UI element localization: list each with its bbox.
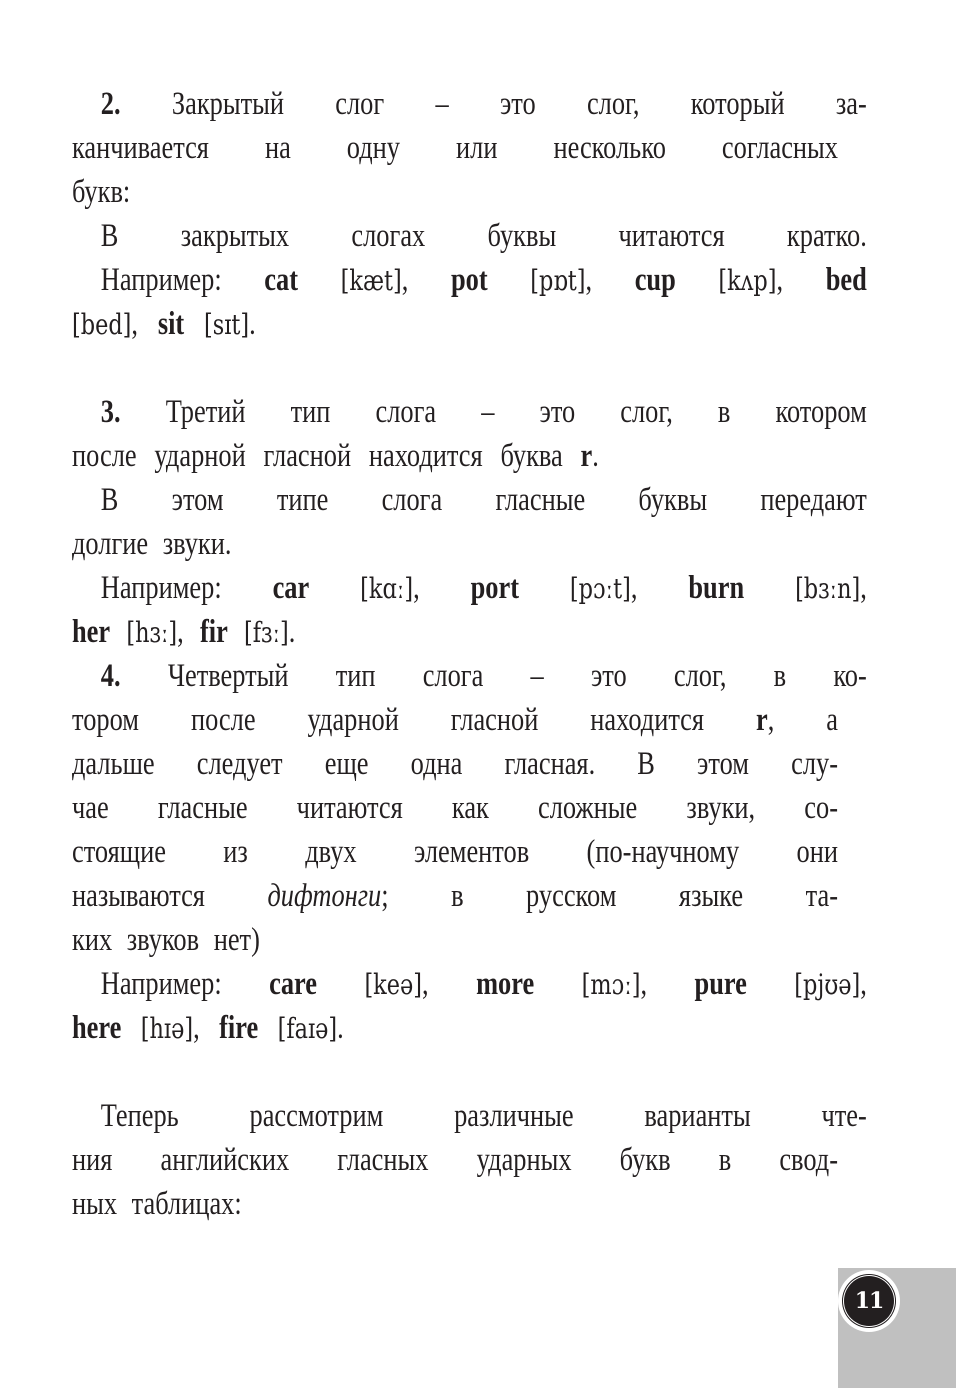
section2-line-3 bbox=[72, 170, 838, 214]
text: , а bbox=[767, 702, 838, 738]
section4-line-7 bbox=[72, 918, 838, 962]
section4-line-6 bbox=[72, 874, 838, 918]
section2-examples-line-2 bbox=[72, 302, 838, 346]
ipa: [hɜː] bbox=[126, 616, 178, 649]
comma: , bbox=[860, 570, 867, 606]
text: ных таблицах: bbox=[72, 1186, 242, 1222]
ipa: [pɒt] bbox=[530, 264, 586, 297]
letter-r: r bbox=[756, 702, 768, 738]
sx bbox=[72, 390, 867, 434]
ipa: [hɪə] bbox=[140, 1012, 194, 1045]
ipa: [pjʊə] bbox=[794, 968, 861, 1001]
example-word: fire bbox=[219, 1010, 259, 1046]
sx bbox=[72, 742, 838, 786]
closing-line-1 bbox=[72, 1094, 867, 1138]
section2-line-2 bbox=[72, 126, 838, 170]
text: канчивается на одну или несколько согласных bbox=[72, 130, 838, 166]
sx bbox=[72, 258, 867, 303]
comma: , bbox=[776, 262, 784, 298]
text: тором после ударной гласной находится bbox=[72, 702, 705, 738]
comma: , bbox=[640, 966, 648, 1002]
sx bbox=[72, 610, 295, 655]
sx bbox=[72, 1094, 867, 1138]
sx bbox=[72, 566, 867, 611]
section3-examples-line-2 bbox=[72, 610, 838, 654]
ipa: [bed] bbox=[72, 308, 132, 341]
sx bbox=[72, 654, 867, 698]
section2-examples-line-1 bbox=[72, 258, 867, 302]
sx bbox=[72, 478, 867, 522]
example-label: Например: bbox=[100, 570, 222, 606]
period: . bbox=[337, 1010, 344, 1046]
text: букв: bbox=[72, 174, 131, 210]
text: Четвертый тип слога – это слог, в ко- bbox=[167, 658, 867, 694]
example-word: her bbox=[72, 614, 111, 650]
sx bbox=[72, 1182, 242, 1226]
text: долгие звуки. bbox=[72, 526, 232, 562]
text: Теперь рассмотрим различные варианты чте- bbox=[100, 1098, 867, 1134]
sx bbox=[72, 698, 838, 742]
sx bbox=[72, 874, 838, 918]
example-word: care bbox=[269, 966, 317, 1002]
text: В закрытых слогах буквы читаются кратко. bbox=[100, 218, 867, 254]
sx bbox=[72, 962, 867, 1007]
letter-r: r bbox=[580, 438, 593, 474]
section3-line-2 bbox=[72, 434, 838, 478]
example-word: burn bbox=[688, 570, 745, 606]
text: дальше следует еще одна гласная. В этом слу- bbox=[72, 746, 838, 782]
ipa: [kɑː] bbox=[360, 572, 414, 605]
ipa: [pɔːt] bbox=[569, 572, 631, 605]
text: чае гласные читаются как сложные звуки, со- bbox=[72, 790, 838, 826]
period: . bbox=[288, 614, 296, 650]
comma: , bbox=[131, 306, 139, 342]
example-word: car bbox=[272, 570, 310, 606]
ipa: [faɪə] bbox=[277, 1012, 338, 1045]
section3-line-1 bbox=[72, 390, 867, 434]
sx bbox=[72, 1138, 838, 1182]
sx bbox=[72, 434, 599, 478]
comma: , bbox=[422, 966, 429, 1002]
sx bbox=[72, 830, 838, 874]
text: ких звуков нет) bbox=[72, 922, 260, 958]
text: ния английских гласных ударных букв в свод- bbox=[72, 1142, 838, 1178]
comma: , bbox=[860, 966, 867, 1002]
period: . bbox=[249, 306, 256, 342]
section4-line-4 bbox=[72, 786, 838, 830]
section-number: 2. bbox=[100, 86, 121, 122]
section4-line-5 bbox=[72, 830, 838, 874]
example-word: pure bbox=[694, 966, 747, 1002]
example-word: more bbox=[476, 966, 535, 1002]
section4-line-3 bbox=[72, 742, 838, 786]
example-word: fir bbox=[199, 614, 228, 650]
closing-line-2 bbox=[72, 1138, 838, 1182]
sx bbox=[72, 522, 231, 566]
ipa: [kæt] bbox=[340, 264, 402, 297]
sx bbox=[72, 918, 260, 962]
section4-line-2 bbox=[72, 698, 838, 742]
ipa: [mɔː] bbox=[581, 968, 641, 1001]
example-word: sit bbox=[157, 306, 185, 342]
section3-line-3 bbox=[72, 478, 867, 522]
comma: , bbox=[193, 1010, 200, 1046]
ipa: [keə] bbox=[364, 968, 423, 1001]
example-word: cat bbox=[264, 262, 298, 298]
sx bbox=[72, 302, 256, 347]
example-word: here bbox=[72, 1010, 122, 1046]
text: В этом типе слога гласные буквы передают bbox=[100, 482, 867, 518]
text: Третий тип слога – это слог, в котором bbox=[165, 394, 867, 430]
text: после ударной гласной находится буква bbox=[72, 438, 563, 474]
sx bbox=[72, 786, 838, 830]
example-word: cup bbox=[634, 262, 676, 298]
sx bbox=[72, 170, 130, 214]
example-label: Например: bbox=[100, 262, 222, 298]
text: ; в русском языке та- bbox=[381, 878, 838, 914]
example-word: bed bbox=[825, 262, 867, 298]
diphthong-term: дифтонги bbox=[267, 878, 382, 914]
section-number: 4. bbox=[100, 658, 121, 694]
comma: , bbox=[585, 262, 593, 298]
section4-examples-line-2 bbox=[72, 1006, 838, 1050]
example-word: pot bbox=[450, 262, 488, 298]
ipa: [fɜː] bbox=[244, 616, 289, 649]
page-number: 11 bbox=[845, 1277, 893, 1325]
example-label: Например: bbox=[100, 966, 222, 1002]
comma: , bbox=[630, 570, 638, 606]
text: Закрытый слог – это слог, который за- bbox=[171, 86, 867, 122]
text: называются bbox=[72, 878, 205, 914]
section4-line-1 bbox=[72, 654, 867, 698]
ipa: [sɪt] bbox=[204, 308, 250, 341]
ipa: [bɜːn] bbox=[795, 572, 861, 605]
section3-examples-line-1 bbox=[72, 566, 867, 610]
closing-line-3 bbox=[72, 1182, 838, 1226]
page-number-badge bbox=[838, 1270, 900, 1332]
section3-line-4 bbox=[72, 522, 838, 566]
section2-line-4 bbox=[72, 214, 867, 258]
sx bbox=[72, 1006, 344, 1051]
section4-examples-line-1 bbox=[72, 962, 867, 1006]
sx bbox=[72, 214, 867, 258]
section2-line-1 bbox=[72, 82, 867, 126]
ipa: [kʌp] bbox=[718, 264, 777, 297]
comma: , bbox=[177, 614, 184, 650]
sx bbox=[72, 82, 867, 126]
period: . bbox=[592, 438, 599, 474]
text: стоящие из двух элементов (по-научному они bbox=[72, 834, 838, 870]
comma: , bbox=[401, 262, 409, 298]
sx bbox=[72, 126, 838, 170]
example-word: port bbox=[470, 570, 519, 606]
section-number: 3. bbox=[100, 394, 121, 430]
comma: , bbox=[413, 570, 420, 606]
